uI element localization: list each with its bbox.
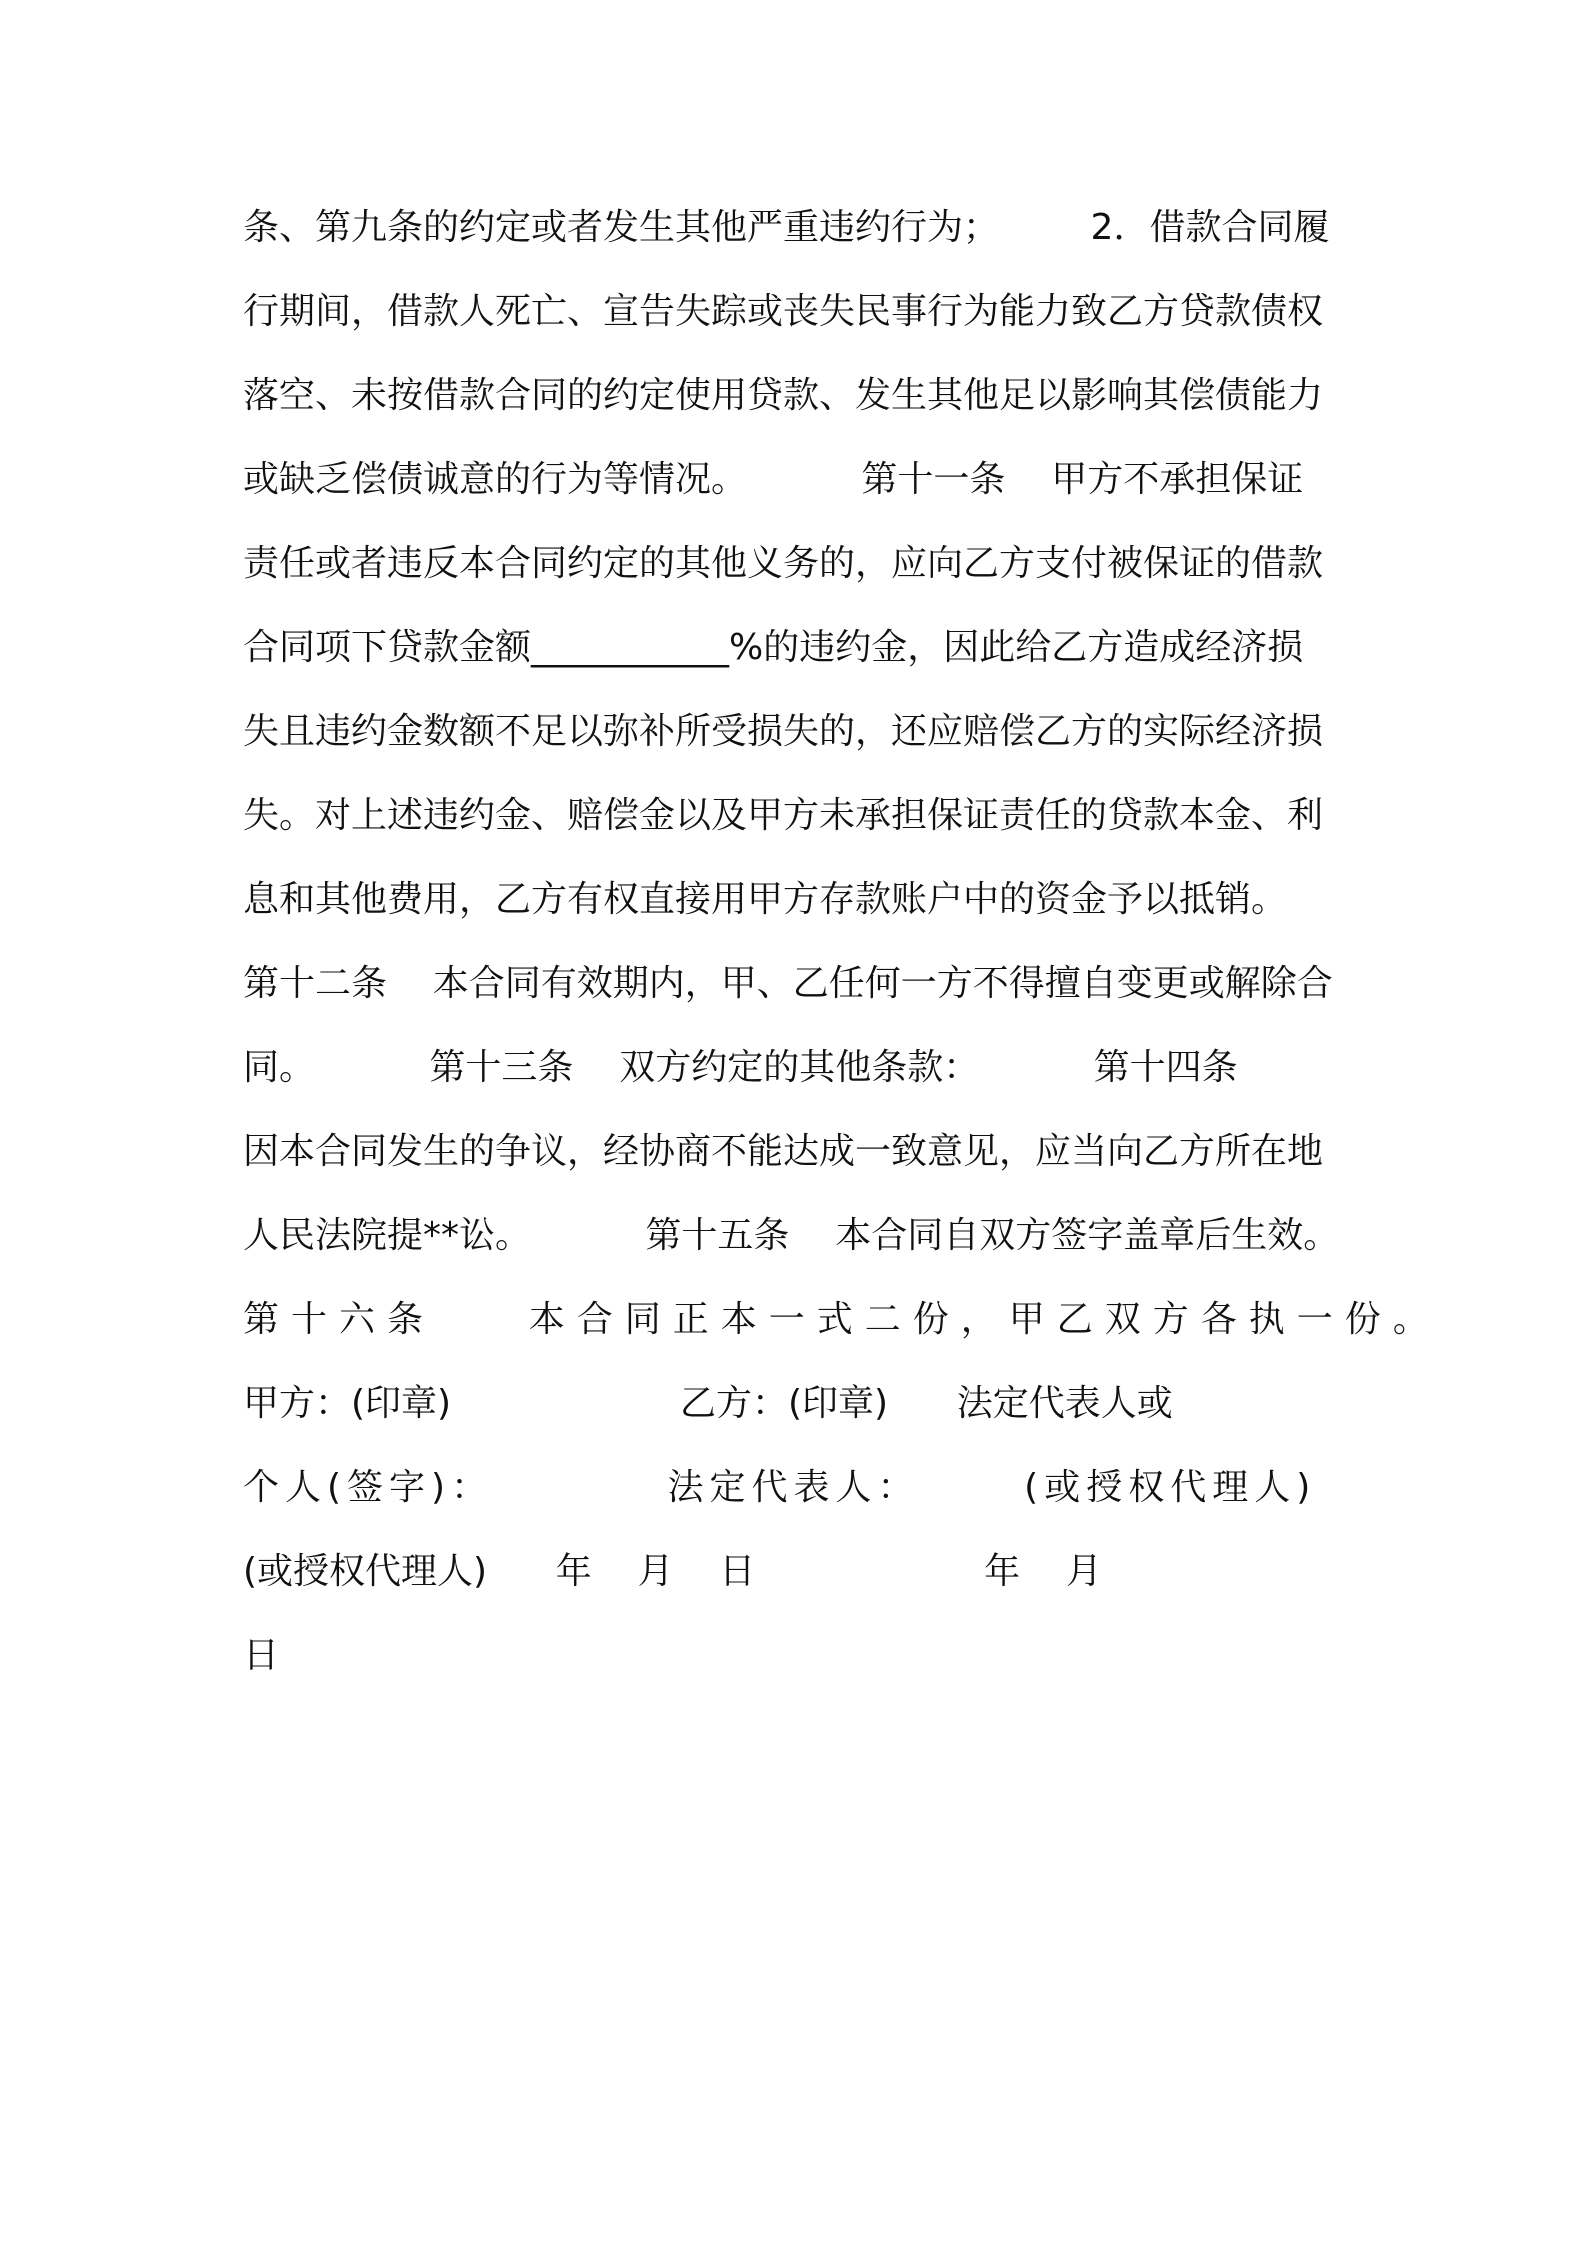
document-text-line: 第十二条 本合同有效期内，甲、乙任何一方不得擅自变更或解除合 — [243, 963, 1333, 1004]
document-text-line: 行期间，借款人死亡、宣告失踪或丧失民事行为能力致乙方贷款债权 — [243, 291, 1324, 332]
document-text-line: 日 — [243, 1635, 280, 1676]
document-text-line: 甲方：(印章) 乙方：(印章) 法定代表人或 — [243, 1383, 1173, 1424]
document-text-line: 第十六条 本合同正本一式二份，甲乙双方各执一份。 — [243, 1299, 1441, 1340]
document-text-line: 息和其他费用，乙方有权直接用甲方存款账户中的资金予以抵销。 — [243, 879, 1288, 920]
document-text-line: 个人(签字)： 法定代表人： (或授权代理人) — [243, 1467, 1317, 1508]
document-text-line: 因本合同发生的争议，经协商不能达成一致意见，应当向乙方所在地 — [243, 1131, 1324, 1172]
document-text-line: 责任或者违反本合同约定的其他义务的，应向乙方支付被保证的借款 — [243, 543, 1324, 584]
document-text-line: 条、第九条的约定或者发生其他严重违约行为； 2．借款合同履 — [243, 207, 1330, 248]
document-text-line: 失。对上述违约金、赔偿金以及甲方未承担保证责任的贷款本金、利 — [243, 795, 1324, 836]
document-text-line: 人民法院提**讼。 第十五条 本合同自双方签字盖章后生效。 — [243, 1215, 1340, 1256]
document-text-line: 同。 第十三条 双方约定的其他条款： 第十四条 — [243, 1047, 1238, 1088]
document-text-line: 或缺乏偿债诚意的行为等情况。 第十一条 甲方不承担保证 — [243, 459, 1304, 500]
document-text-line: 落空、未按借款合同的约定使用贷款、发生其他足以影响其偿债能力 — [243, 375, 1324, 416]
document-text-line: 合同项下贷款金额___________%的违约金，因此给乙方造成经济损 — [243, 627, 1304, 668]
document-text-line: (或授权代理人) 年 月 日 年 月 — [243, 1551, 1102, 1592]
document-text-line: 失且违约金数额不足以弥补所受损失的，还应赔偿乙方的实际经济损 — [243, 711, 1324, 752]
